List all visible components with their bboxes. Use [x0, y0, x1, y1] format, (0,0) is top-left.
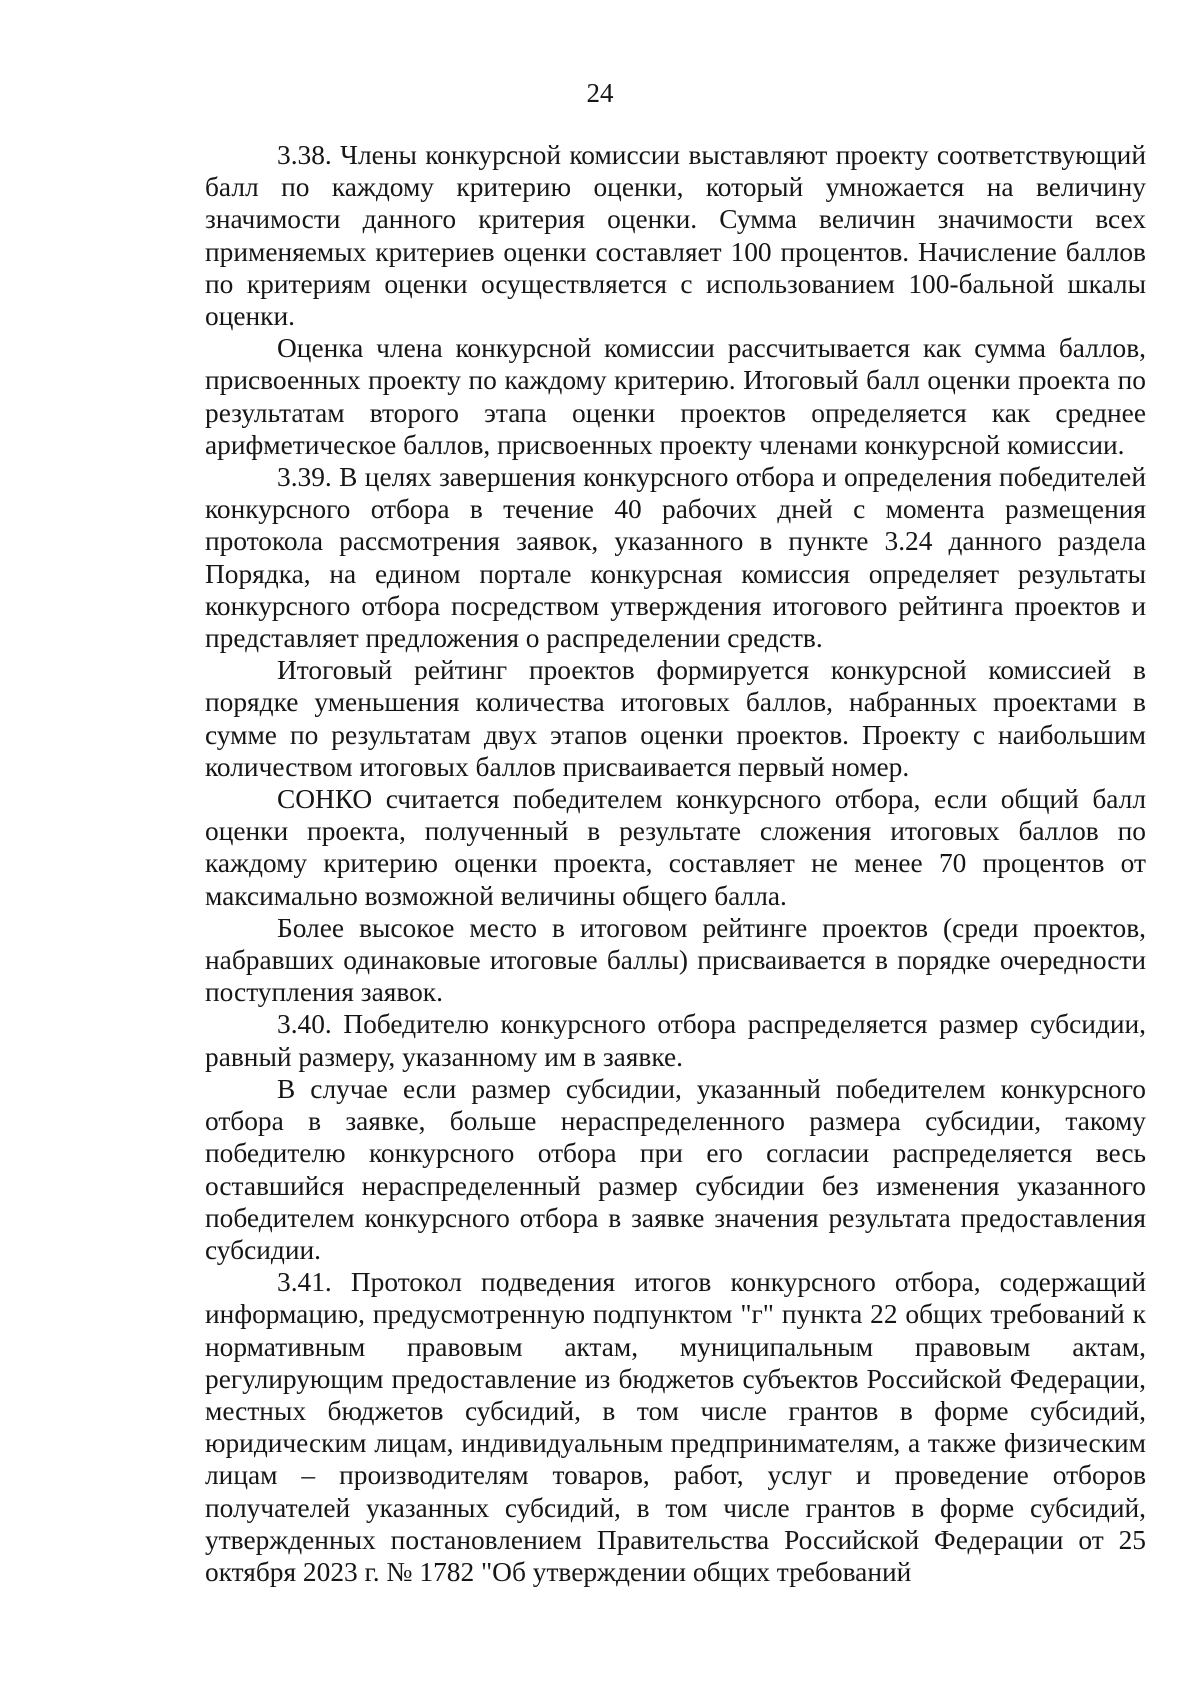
document-body: [205, 139, 1146, 1588]
paragraph-3-38: 3.38. Члены конкурсной комиссии выставляют проекту соответствующий балл по каждому критерию оценки, который умножается на величину значимости данного критерия оценки. Сумма величин значимости всех применяемых критериев оценки составляет 100 процентов. Начисление баллов по критериям оценки осуществляется с использованием 100-бальной шкалы оценки.: [205, 140, 1146, 332]
paragraph-3-41: 3.41. Протокол подведения итогов конкурсного отбора, содержащий информацию, предусмотренную подпунктом "г" пункта 22 общих требований к нормативным правовым актам, муниципальным правовым актам, регулирующим предоставление из бюджетов субъектов Российской Федерации, местных бюджетов субсидий, в том числе грантов в форме субсидий, юридическим лицам, индивидуальным предпринимателям, а также физическим лицам – производителям товаров, работ, услуг и проведение отборов получателей указанных субсидий, в том числе грантов в форме субсидий, утвержденных постановлением Правительства Российской Федерации от 25 октября 2023 г. № 1782 "Об утверждении общих требований: [205, 1267, 1146, 1587]
paragraph-remaining-subsidy: В случае если размер субсидии, указанный победителем конкурсного отбора в заявке, больше нераспределенного размера субсидии, такому победителю конкурсного отбора при его согласии распределяется весь оставшийся нераспределенный размер субсидии без изменения указанного победителем конкурсного отбора в заявке значения результата предоставления субсидии.: [205, 1073, 1146, 1265]
paragraph-3-39: 3.39. В целях завершения конкурсного отбора и определения победителей конкурсного отбора в течение 40 рабочих дней с момента размещения протокола рассмотрения заявок, указанного в пункте 3.24 данного раздела Порядка, на едином портале конкурсная комиссия определяет результаты конкурсного отбора посредством утверждения итогового рейтинга проектов и представляет предложения о распределении средств.: [205, 462, 1146, 654]
paragraph-sonko-winner: СОНКО считается победителем конкурсного отбора, если общий балл оценки проекта, полученный в результате сложения итоговых баллов по каждому критерию оценки проекта, составляет не менее 70 процентов от максимально возможной величины общего балла.: [205, 784, 1146, 911]
page-number: 24: [586, 78, 614, 108]
paragraph-final-rating: Итоговый рейтинг проектов формируется конкурсной комиссией в порядке уменьшения количества итоговых баллов, набранных проектами в сумме по результатам двух этапов оценки проектов. Проекту с наибольшим количеством итоговых баллов присваивается первый номер.: [205, 655, 1146, 782]
paragraph-member-score: Оценка члена конкурсной комиссии рассчитывается как сумма баллов, присвоенных проекту по каждому критерию. Итоговый балл оценки проекта по результатам второго этапа оценки проектов определяется как среднее арифметическое баллов, присвоенных проекту членами конкурсной комиссии.: [205, 333, 1146, 460]
paragraph-tie-order: Более высокое место в итоговом рейтинге проектов (среди проектов, набравших одинаковые итоговые баллы) присваивается в порядке очередности поступления заявок.: [205, 912, 1146, 1008]
paragraph-3-40: 3.40. Победителю конкурсного отбора распределяется размер субсидии, равный размеру, указанному им в заявке.: [205, 1009, 1146, 1072]
